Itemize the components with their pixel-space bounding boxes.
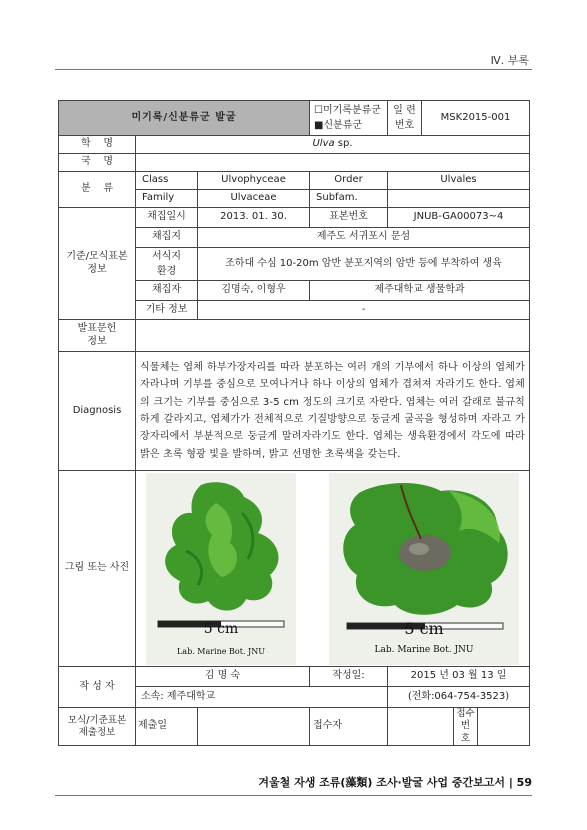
- running-header: [0, 52, 587, 72]
- habitat-value: 조하대 수심 10-20m 암반 분포지역의 암반 등에 부착하여 생육: [198, 248, 530, 281]
- collector-label: 채집자: [136, 281, 198, 301]
- diagnosis-text: 식물체는 엽체 하부가장자리를 따라 분포하는 여러 개의 기부에서 하나 이상의 엽체가 자라나며 기부를 중심으로 모여나거나 하나 이상의 엽체가 겹쳐져 자라기도 한다. 엽체의 크기는 기부를 중심으로 3-5 cm 정도의 크기로 자란다. 엽체는 여러 갈래로 불규칙하게 갈라지고, 엽체가가 전체적으로 기질방향으로 둥글게 굴곡을 형성하며 자라고 가장자리에서 부분적으로 둥글게 말려자라기도 한다. 엽체는 생육환경에서 각도에 따라 밝은 초록 형광 빛을 발하며, 밝고 선명한 초록색을 갖는다.: [136, 352, 530, 471]
- order-label: Order: [310, 172, 388, 190]
- photo-row: [136, 473, 529, 665]
- order-value: Ulvales: [388, 172, 530, 190]
- photo-2-scale: 5 cm: [404, 618, 444, 638]
- collector-value: 김명숙, 이형우: [198, 281, 310, 301]
- class-value: Ulvophyceae: [198, 172, 310, 190]
- checkbox-unrecorded[interactable]: ☐미기록분류군: [314, 105, 381, 116]
- date-label: 작성일:: [310, 667, 388, 687]
- receipt-no-value[interactable]: [478, 708, 529, 745]
- header-rule: [55, 69, 532, 70]
- photo-1-credit: Lab. Marine Bot. JNU: [176, 646, 265, 656]
- subfam-label: Subfam.: [310, 190, 388, 208]
- receiver-label: 접수자: [310, 708, 388, 746]
- scientific-name-rest: sp.: [334, 138, 353, 150]
- collection-date-label: 채집일시: [136, 208, 198, 228]
- korean-name-label: 국 명: [59, 154, 136, 172]
- checkbox-new-taxon[interactable]: ■신분류군: [314, 120, 363, 131]
- scientific-name-label: 학 명: [59, 136, 136, 154]
- receiver-value[interactable]: [388, 708, 454, 746]
- author-label: 작 성 자: [59, 667, 136, 708]
- family-value: Ulvaceae: [198, 190, 310, 208]
- locality-label: 채집지: [136, 228, 198, 248]
- subfam-value: [388, 190, 530, 208]
- photo-cell: [136, 471, 530, 667]
- scientific-name-genus: Ulva: [312, 138, 335, 150]
- photo-label: 그림 또는 사진: [59, 471, 136, 667]
- submission-label: 모식/기준표본 제출정보: [59, 708, 136, 746]
- specimen-photo-1: [146, 473, 296, 665]
- korean-name-value: [136, 154, 530, 172]
- running-header-text: Ⅳ. 부록: [490, 54, 529, 67]
- page-footer: [0, 774, 587, 796]
- footer-text: 겨울철 자생 조류(藻類) 조사·발굴 사업 중간보고서 | 59: [258, 776, 532, 789]
- specimen-form: [58, 100, 530, 746]
- taxon-checkboxes: [310, 101, 388, 136]
- serial-value: MSK2015-001: [422, 101, 530, 136]
- literature-label: 발표문헌 정보: [59, 320, 136, 352]
- photo-1-scale: 5 cm: [203, 621, 239, 637]
- literature-value: [136, 320, 530, 352]
- locality-value: 제주도 서귀포시 문섬: [198, 228, 530, 248]
- classification-label: 분 류: [59, 172, 136, 208]
- date-value: 2015 년 03 월 13 일: [388, 667, 530, 687]
- footer-rule: [55, 795, 532, 796]
- specimen-photo-2: [329, 473, 519, 665]
- collector-affiliation: 제주대학교 생물학과: [310, 281, 530, 301]
- scientific-name-value: [136, 136, 530, 154]
- class-label: Class: [136, 172, 198, 190]
- collection-date-value: 2013. 01. 30.: [198, 208, 310, 228]
- submit-date-label: 제출일: [136, 708, 198, 746]
- phone: (전화:064-754-3523): [388, 687, 530, 708]
- receipt-no-cell: [454, 708, 530, 746]
- habitat-label: 서식지 환경: [136, 248, 198, 281]
- type-info-label: 기준/모식표본 정보: [59, 208, 136, 320]
- diagnosis-label: Diagnosis: [59, 352, 136, 471]
- author-name: 김 명 숙: [136, 667, 310, 687]
- specimen-no-label: 표본번호: [310, 208, 388, 228]
- form-title: 미기록/신분류군 발굴: [59, 101, 310, 136]
- photo-2-credit: Lab. Marine Bot. JNU: [374, 645, 474, 656]
- other-info-label: 기타 정보: [136, 301, 198, 320]
- specimen-no-value: JNUB-GA00073~4: [388, 208, 530, 228]
- submit-date-value[interactable]: [198, 708, 310, 746]
- serial-label: 일 련 번호: [388, 101, 422, 136]
- affiliation: 소속: 제주대학교: [136, 687, 388, 708]
- family-label: Family: [136, 190, 198, 208]
- receipt-no-label: 접수번 호: [454, 708, 478, 745]
- other-info-value: -: [198, 301, 530, 320]
